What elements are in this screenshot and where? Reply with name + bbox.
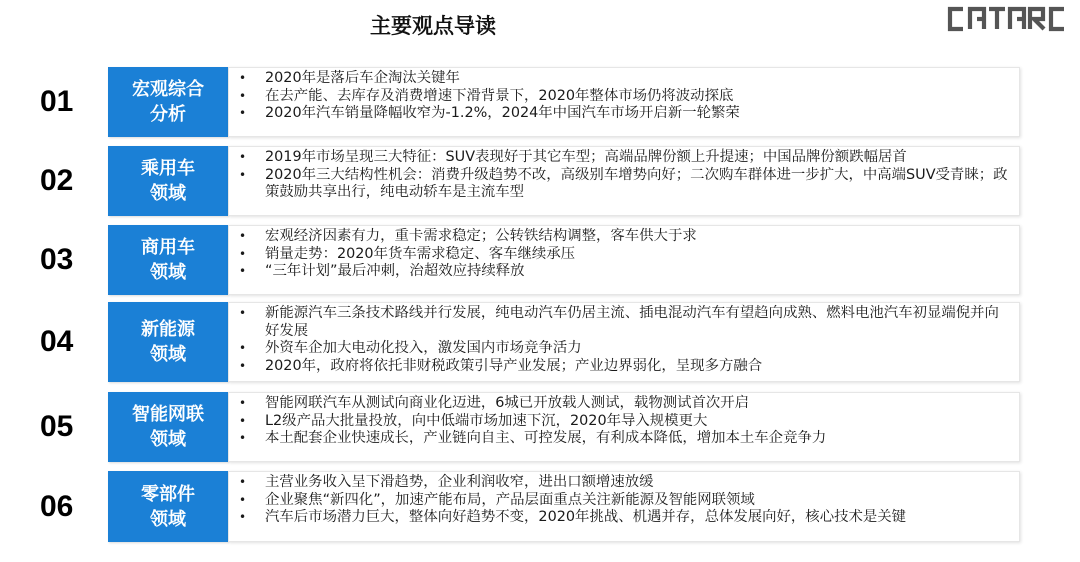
bullet-item: • 在去产能、去库存及消费增速下滑背景下，2020年整体市场仍将波动探底 xyxy=(239,88,1011,106)
bullet-item: • 2019年市场呈现三大特征：SUV表现好于其它车型；高端品牌份额上升提速；中国品牌份额跌幅居首 xyxy=(239,149,1011,167)
category-label xyxy=(108,146,228,216)
bullet-item: • 企业聚焦“新四化”，加速产能布局，产品层面重点关注新能源及智能网联领域 xyxy=(239,492,1011,510)
bullet-item: • 2020年，政府将依托非财税政策引导产业发展；产业边界弱化，呈现多方融合 xyxy=(239,358,1011,376)
category-line1: 智能网联 xyxy=(132,404,204,425)
category-label xyxy=(108,225,228,295)
row-number: 03 xyxy=(40,243,74,276)
bullet-item: • 新能源汽车三条技术路线并行发展，纯电动汽车仍居主流、插电混动汽车有望趋向成熟、燃料电池汽车初显端倪并向好发展 xyxy=(239,305,1011,340)
bullet-panel xyxy=(228,146,1020,216)
row-06 xyxy=(0,471,1080,542)
category-label xyxy=(108,471,228,542)
category-line1: 新能源 xyxy=(141,319,195,340)
bullet-item: • 宏观经济因素有力，重卡需求稳定；公转铁结构调整，客车供大于求 xyxy=(239,228,1011,246)
row-03 xyxy=(0,225,1080,295)
category-line2: 分析 xyxy=(150,104,186,125)
category-label xyxy=(108,67,228,137)
bullet-panel xyxy=(228,225,1020,295)
row-number: 06 xyxy=(40,489,74,523)
category-line2: 领域 xyxy=(150,344,186,365)
row-02 xyxy=(0,146,1080,216)
bullet-item: • 主营业务收入呈下滑趋势，企业利润收窄，进出口额增速放缓 xyxy=(239,474,1011,492)
bullet-panel xyxy=(228,471,1020,542)
row-04 xyxy=(0,302,1080,382)
bullet-item: • 智能网联汽车从测试向商业化迈进，6城已开放载人测试，载物测试首次开启 xyxy=(239,395,1011,413)
category-line1: 零部件 xyxy=(141,483,195,505)
bullet-item: • “三年计划”最后冲刺，治超效应持续释放 xyxy=(239,263,1011,281)
category-label xyxy=(108,392,228,462)
bullet-panel xyxy=(228,392,1020,462)
category-line2: 领域 xyxy=(150,262,186,283)
row-01 xyxy=(0,67,1080,137)
bullet-panel xyxy=(228,67,1020,137)
bullet-item: • 本土配套企业快速成长，产业链向自主、可控发展，有利成本降低，增加本土车企竞争力 xyxy=(239,430,1011,448)
row-number: 04 xyxy=(40,325,74,358)
bullet-item: • 外资车企加大电动化投入，激发国内市场竞争活力 xyxy=(239,340,1011,358)
bullet-panel xyxy=(228,302,1020,382)
row-number: 02 xyxy=(40,164,74,197)
category-label xyxy=(108,302,228,382)
bullet-item: • 2020年三大结构性机会：消费升级趋势不改，高级别车增势向好；二次购车群体进一步扩大，中高端SUV受青睐；政策鼓励共享出行，纯电动轿车是主流车型 xyxy=(239,167,1011,202)
bullet-item: • 汽车后市场潜力巨大，整体向好趋势不变，2020年挑战、机遇并存，总体发展向好，核心技术是关键 xyxy=(239,509,1011,527)
category-line2: 领域 xyxy=(150,183,186,204)
category-line2: 领域 xyxy=(150,508,186,530)
category-line1: 乘用车 xyxy=(141,158,195,179)
bullet-item: • 销量走势：2020年货车需求稳定、客车继续承压 xyxy=(239,246,1011,264)
category-line2: 领域 xyxy=(150,429,186,450)
row-05 xyxy=(0,392,1080,462)
bullet-item: • L2级产品大批量投放，向中低端市场加速下沉，2020年导入规模更大 xyxy=(239,413,1011,431)
bullet-item: • 2020年汽车销量降幅收窄为-1.2%，2024年中国汽车市场开启新一轮繁荣 xyxy=(239,105,1011,123)
catarc-logo xyxy=(944,4,1068,34)
row-number: 01 xyxy=(40,85,74,118)
bullet-item: • 2020年是落后车企淘汰关键年 xyxy=(239,70,1011,88)
category-line1: 宏观综合 xyxy=(132,79,204,100)
row-number: 05 xyxy=(40,410,74,443)
page-title: 主要观点导读 xyxy=(370,14,496,38)
category-line1: 商用车 xyxy=(141,237,195,258)
